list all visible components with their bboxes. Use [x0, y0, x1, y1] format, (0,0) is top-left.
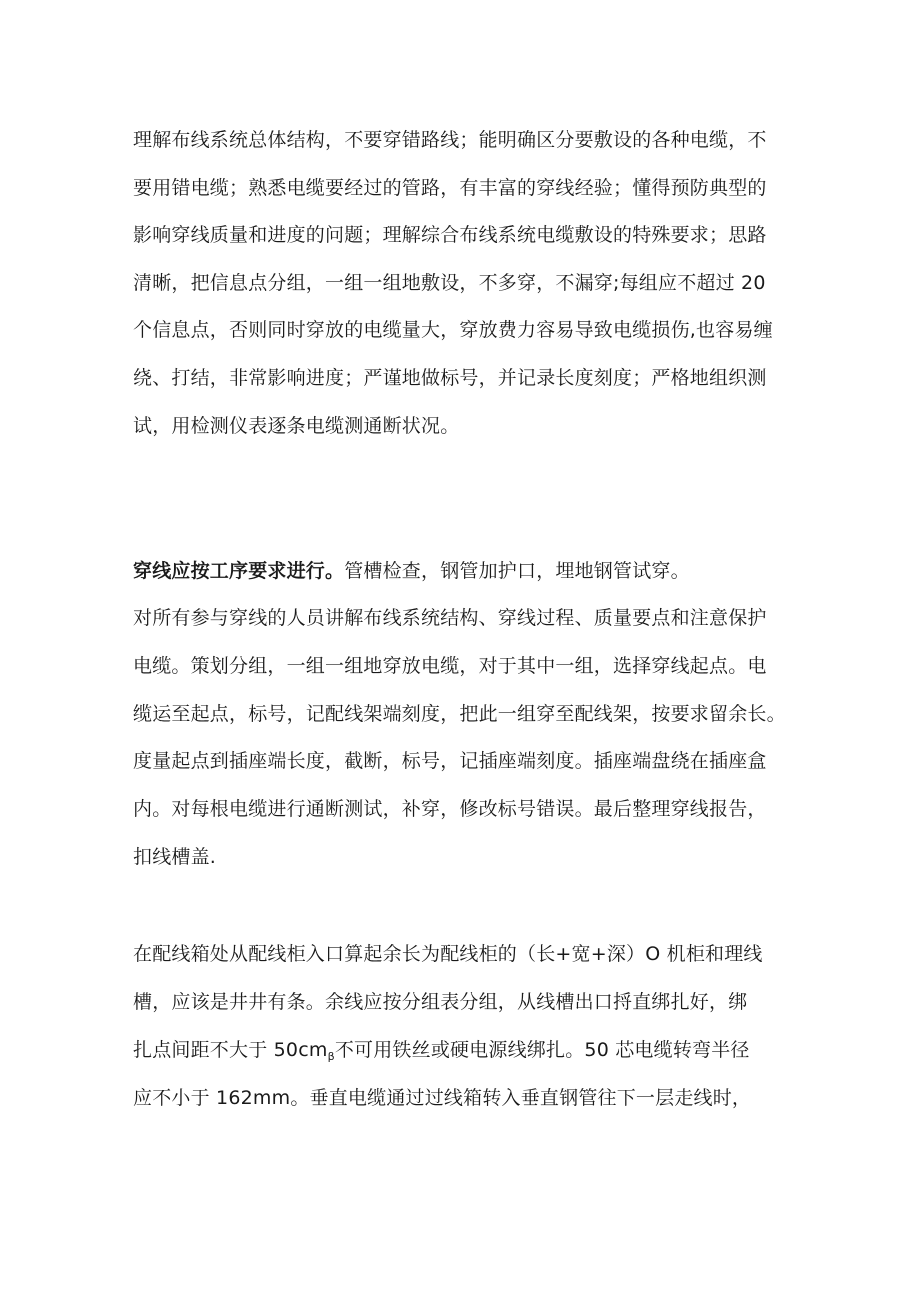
paragraph2-line: 电缆。策划分组，一组一组地穿放电缆，对于其中一组，选择穿线起点。电: [133, 655, 767, 677]
paragraph2-line: 度量起点到插座端长度，截断，标号，记插座端刻度。插座端盘绕在插座盒: [133, 750, 767, 772]
paragraph1-line: 要用错电缆；熟悉电缆要经过的管路，有丰富的穿线经验；懂得预防典型的: [133, 177, 767, 199]
paragraph1-line: 个信息点，否则同时穿放的电缆量大，穿放费力容易导致电缆损伤,也容易缠: [133, 319, 773, 341]
paragraph2-heading-rest: 管槽检查，钢管加护口，埋地钢管试穿。: [344, 560, 690, 582]
paragraph3-line: 应不小于 162mm。垂直电缆通过过线箱转入垂直钢管往下一层走线时，: [133, 1087, 752, 1109]
paragraph3-line: 在配线箱处从配线柜入口算起余长为配线柜的（长+宽+深）O 机柜和理线: [133, 943, 763, 965]
paragraph1-line: 试，用检测仪表逐条电缆测通断状况。: [133, 415, 460, 437]
paragraph3-line: [133, 1038, 750, 1069]
paragraph1-line: 理解布线系统总体结构，不要穿错路线；能明确区分要敷设的各种电缆，不: [133, 129, 767, 151]
paragraph3-line3-end: 不可用铁丝或硬电源线绑扎。50 芯电缆转弯半径: [334, 1039, 750, 1061]
paragraph1-line: 影响穿线质量和进度的问题；理解综合布线系统电缆敷设的特殊要求；思路: [133, 224, 767, 246]
paragraph3-line3-subscript: β: [327, 1050, 335, 1063]
paragraph2-line: 内。对每根电缆进行通断测试，补穿，修改标号错误。最后整理穿线报告，: [133, 798, 767, 820]
paragraph1-line: 绕、打结，非常影响进度；严谨地做标号，并记录长度刻度；严格地组织测: [133, 367, 767, 389]
paragraph2-heading: 穿线应按工序要求进行。: [133, 560, 345, 582]
paragraph2-line: 对所有参与穿线的人员讲解布线系统结构、穿线过程、质量要点和注意保护: [133, 607, 767, 629]
paragraph1-line: 清晰，把信息点分组，一组一组地敷设，不多穿，不漏穿;每组应不超过 20: [133, 272, 766, 294]
paragraph2-line: 扣线槽盖.: [133, 846, 217, 868]
paragraph3-line3-start: 扎点间距不大于 50cm: [133, 1039, 328, 1061]
paragraph3-line: 槽，应该是井井有条。余线应按分组表分组，从线槽出口捋直绑扎好，绑: [133, 991, 748, 1013]
paragraph2-line: 缆运至起点，标号，记配线架端刻度，把此一组穿至配线架，按要求留余长。: [133, 703, 786, 725]
paragraph2-heading-line: [133, 559, 690, 583]
